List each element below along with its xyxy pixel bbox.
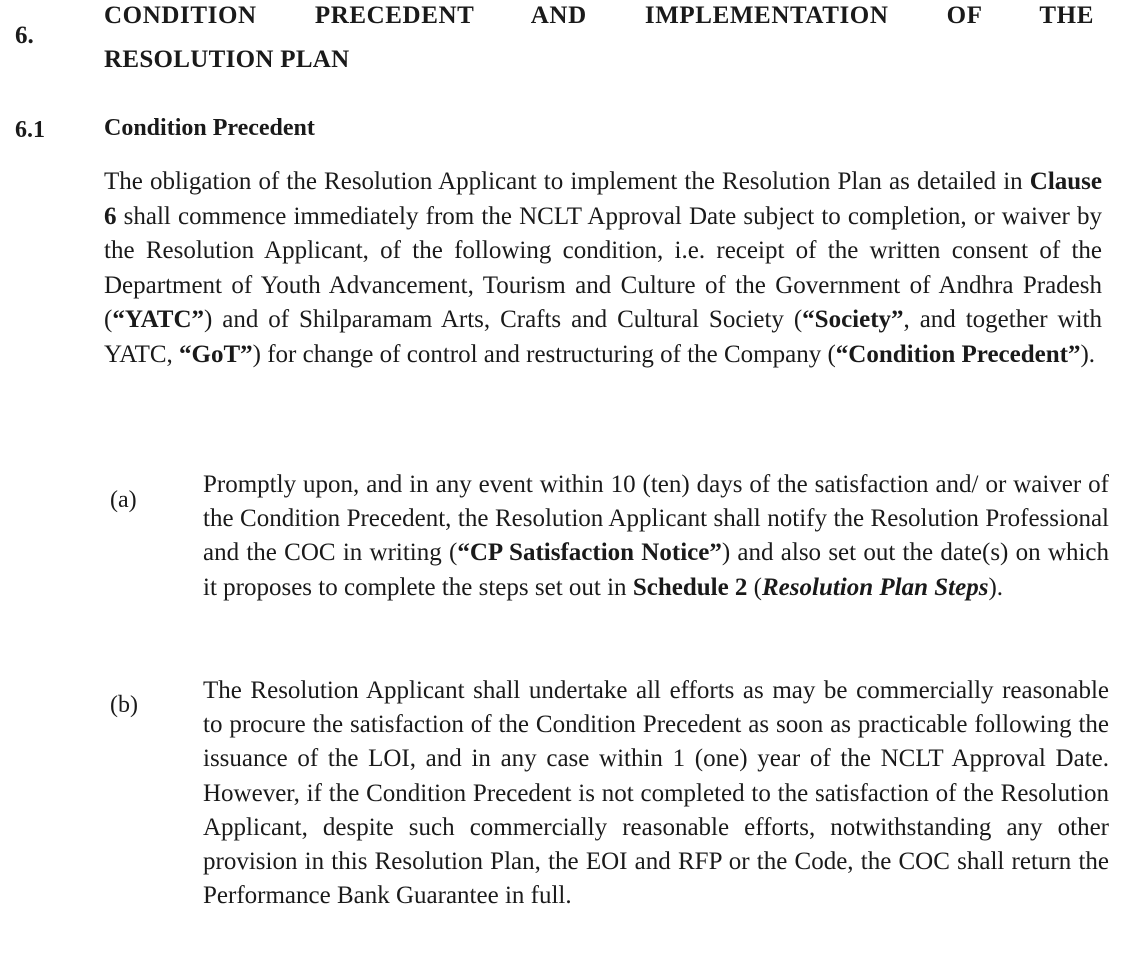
main-paragraph-text: , and together with YATC, <box>104 306 1102 368</box>
item-a-text: ). <box>988 573 1004 601</box>
defined-term-cp-satisfaction-notice: “CP Satisfaction Notice” <box>457 539 722 567</box>
section-number: 6. <box>15 22 34 49</box>
section-title-line-1: CONDITION PRECEDENT AND IMPLEMENTATION OF THE <box>104 2 1094 29</box>
schedule-reference: Schedule 2 <box>632 573 748 601</box>
schedule-title: Resolution Plan Steps <box>762 573 989 601</box>
item-text-b: The Resolution Applicant shall undertake all efforts as may be commercially reasonable to procure the satisfaction of the Condition Precedent as soon as practicable following the issuance of the LOI, and in any case within 1 (one) year of the NCLT Approval Date. However, if the Condition Precedent is not completed to the satisfaction of the Resolution Applicant, despite such commercially reasonable efforts, notwithstanding any other provision in this Resolution Plan, the EOI and RFP or the Code, the COC shall return the Performance Bank Guarantee in full. <box>203 677 1109 910</box>
main-paragraph-text: ) and of Shilparamam Arts, Crafts and Cultural Society ( <box>204 306 803 333</box>
defined-term-condition-precedent: “Condition Precedent” <box>835 340 1081 368</box>
item-label-a: (a) <box>110 487 137 513</box>
item-a-text: Promptly upon, and in any event within 10 (ten) days of the satisfaction and/ or waiver of the Condition Precedent, the Resolution Applicant shall notify the Resolution Professional and the COC in writing ( <box>203 471 1109 567</box>
subsection-number: 6.1 <box>15 117 45 143</box>
section-title-line-2: RESOLUTION PLAN <box>104 46 350 73</box>
main-paragraph-text: shall commence immediately from the NCLT Approval Date subject to completion, or waiver by the Resolution Applicant, of the following condition, i.e. receipt of the written consent of the Department of Youth Advancement, Tourism and Culture of the Government of Andhra Pradesh ( <box>104 202 1102 333</box>
item-text-a <box>203 468 1109 605</box>
defined-term-got: “GoT” <box>179 340 253 368</box>
defined-term-society: “Society” <box>802 306 904 333</box>
main-paragraph-text: The obligation of the Resolution Applicant to implement the Resolution Plan as detailed in <box>104 168 1030 195</box>
defined-term-yatc: “YATC” <box>112 306 205 333</box>
main-paragraph-text: ) for change of control and restructuring of the Company ( <box>252 340 836 368</box>
item-label-b: (b) <box>110 692 138 718</box>
main-paragraph-text: ). <box>1080 340 1096 368</box>
main-paragraph <box>104 165 1102 372</box>
item-a-text: ) and also set out the date(s) on which it proposes to complete the steps set out in <box>203 539 1110 601</box>
item-a-text: ( <box>747 573 762 601</box>
subsection-title: Condition Precedent <box>104 115 315 141</box>
clause-reference: Clause 6 <box>104 168 1102 230</box>
